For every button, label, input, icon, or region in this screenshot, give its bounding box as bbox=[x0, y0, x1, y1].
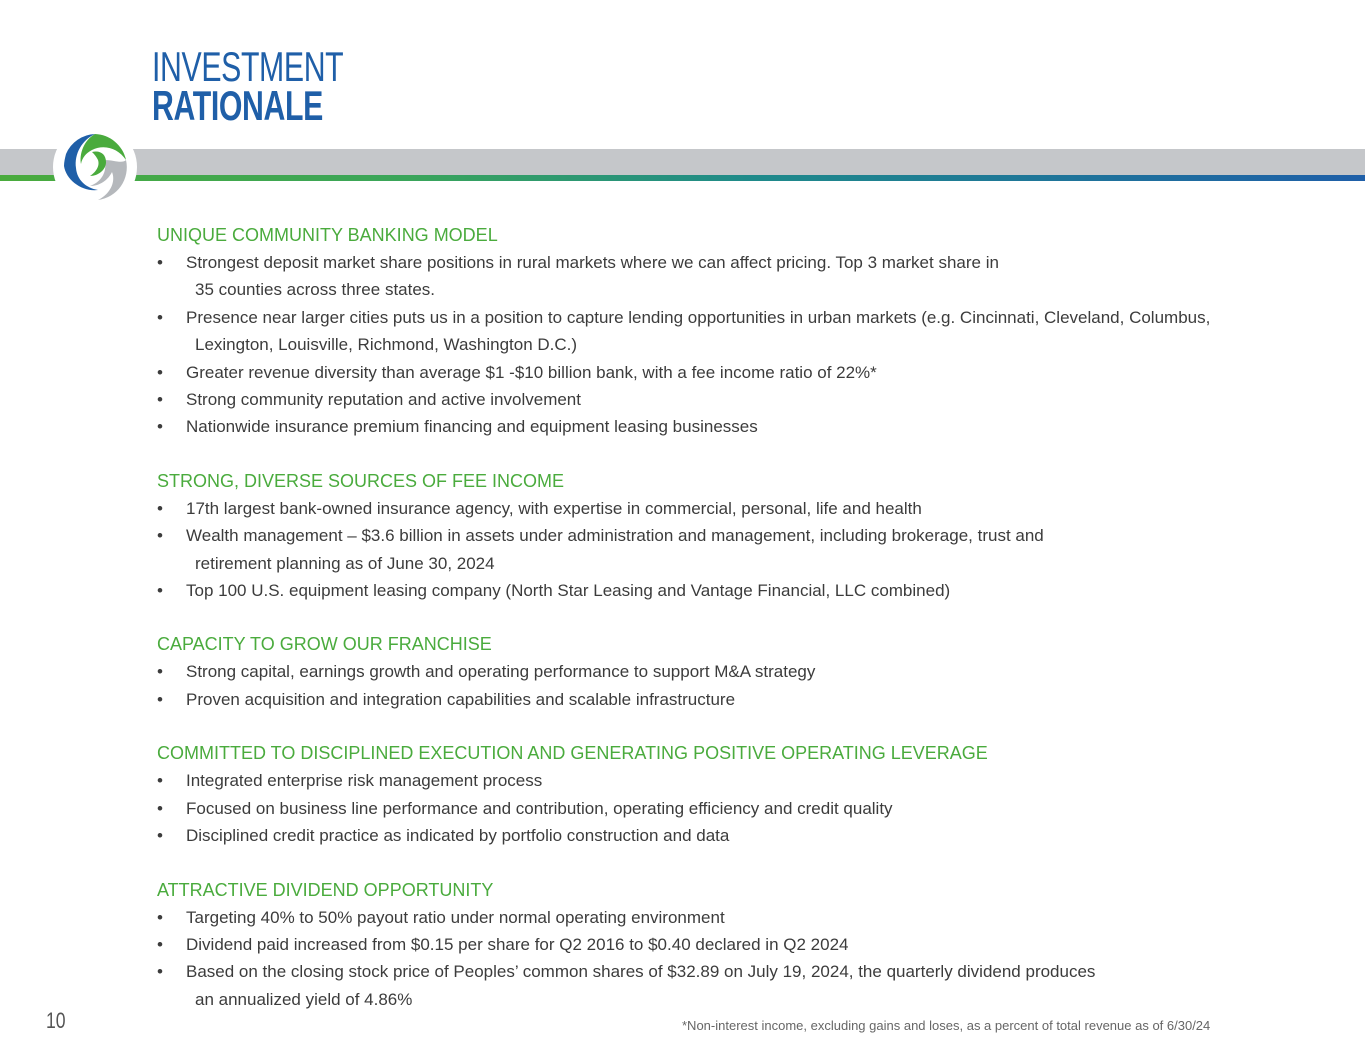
item-text: Targeting 40% to 50% payout ratio under normal operating environment bbox=[186, 907, 725, 927]
list-item bbox=[157, 386, 1307, 413]
item-text: Nationwide insurance premium financing and equipment leasing businesses bbox=[186, 417, 758, 437]
list-item bbox=[157, 413, 1307, 440]
item-text: Strong community reputation and active involvement bbox=[186, 390, 581, 410]
list-item bbox=[157, 249, 1307, 304]
bullet-icon: • bbox=[157, 962, 163, 982]
list-item bbox=[157, 822, 1307, 849]
list-item bbox=[157, 359, 1307, 386]
section-fee-income bbox=[157, 468, 1307, 605]
item-text-continued: 35 counties across three states. bbox=[195, 280, 436, 300]
list-item bbox=[157, 304, 1307, 359]
bullet-icon: • bbox=[157, 581, 163, 601]
item-text-continued: Lexington, Louisville, Richmond, Washington D.C.) bbox=[195, 335, 578, 355]
section-heading: STRONG, DIVERSE SOURCES OF FEE INCOME bbox=[157, 470, 565, 491]
page-title-line2: RATIONALE bbox=[152, 82, 323, 129]
list-item bbox=[157, 577, 1307, 604]
list-item bbox=[157, 931, 1307, 958]
bullet-icon: • bbox=[157, 798, 163, 818]
page-number: 10 bbox=[46, 1008, 66, 1033]
list-item bbox=[157, 767, 1307, 794]
section-heading: CAPACITY TO GROW OUR FRANCHISE bbox=[157, 634, 492, 655]
bullet-icon: • bbox=[157, 417, 163, 437]
item-text: Proven acquisition and integration capabilities and scalable infrastructure bbox=[186, 689, 736, 709]
section-banking-model bbox=[157, 222, 1307, 441]
section-heading: ATTRACTIVE DIVIDEND OPPORTUNITY bbox=[157, 879, 494, 900]
bullet-icon: • bbox=[157, 771, 163, 791]
item-text-continued: an annualized yield of 4.86% bbox=[195, 989, 413, 1009]
section-capacity bbox=[157, 631, 1307, 713]
page-title-line1: INVESTMENT bbox=[152, 43, 344, 90]
section-heading: UNIQUE COMMUNITY BANKING MODEL bbox=[157, 225, 498, 245]
bullet-icon: • bbox=[157, 662, 163, 682]
bullet-icon: • bbox=[157, 390, 163, 410]
list-item bbox=[157, 658, 1307, 685]
item-text-continued: retirement planning as of June 30, 2024 bbox=[195, 553, 495, 573]
bullet-icon: • bbox=[157, 689, 163, 709]
bullet-icon: • bbox=[157, 907, 163, 927]
list-item bbox=[157, 495, 1307, 522]
bullet-icon: • bbox=[157, 307, 163, 327]
bullet-icon: • bbox=[157, 526, 163, 546]
peoples-bank-logo-icon bbox=[52, 124, 138, 210]
item-text: Top 100 U.S. equipment leasing company (North Star Leasing and Vantage Financial, LLC combined) bbox=[186, 581, 951, 601]
footnote: *Non-interest income, excluding gains and loses, as a percent of total revenue as of 6/30/24 bbox=[682, 1018, 1211, 1033]
item-text: Presence near larger cities puts us in a position to capture lending opportunities in urban markets (e.g. Cincinnati, Cleveland, Columbus, bbox=[186, 307, 1211, 327]
list-item bbox=[157, 904, 1307, 931]
item-text: Based on the closing stock price of Peoples’ common shares of $32.89 on July 19, 2024, the quarterly dividend produces bbox=[186, 962, 1096, 982]
header-gradient-line bbox=[0, 175, 1365, 181]
bullet-icon: • bbox=[157, 826, 163, 846]
list-item bbox=[157, 522, 1307, 577]
item-text: Strong capital, earnings growth and operating performance to support M&A strategy bbox=[186, 662, 816, 682]
list-item bbox=[157, 795, 1307, 822]
item-text: Disciplined credit practice as indicated by portfolio construction and data bbox=[186, 826, 730, 846]
page-title bbox=[152, 43, 418, 129]
rationale-content bbox=[157, 222, 1307, 1040]
list-item bbox=[157, 958, 1307, 1013]
section-dividend bbox=[157, 877, 1307, 1014]
item-text: Focused on business line performance and contribution, operating efficiency and credit quality bbox=[186, 798, 893, 818]
list-item bbox=[157, 686, 1307, 713]
bullet-icon: • bbox=[157, 253, 163, 272]
item-text: 17th largest bank-owned insurance agency, with expertise in commercial, personal, life and health bbox=[186, 498, 922, 518]
section-execution bbox=[157, 740, 1307, 849]
header-band bbox=[0, 149, 1365, 175]
section-heading: COMMITTED TO DISCIPLINED EXECUTION AND GENERATING POSITIVE OPERATING LEVERAGE bbox=[157, 743, 988, 764]
bullet-icon: • bbox=[157, 934, 163, 954]
bullet-icon: • bbox=[157, 362, 163, 382]
bullet-icon: • bbox=[157, 498, 163, 518]
item-text: Wealth management – $3.6 billion in assets under administration and management, including brokerage, trust and bbox=[186, 526, 1044, 546]
item-text: Dividend paid increased from $0.15 per share for Q2 2016 to $0.40 declared in Q2 2024 bbox=[186, 934, 849, 954]
item-text: Integrated enterprise risk management process bbox=[186, 771, 543, 791]
item-text: Greater revenue diversity than average $1 -$10 billion bank, with a fee income ratio of 22%* bbox=[186, 362, 877, 382]
item-text: Strongest deposit market share positions in rural markets where we can affect pricing. Top 3 market share in bbox=[186, 253, 999, 272]
